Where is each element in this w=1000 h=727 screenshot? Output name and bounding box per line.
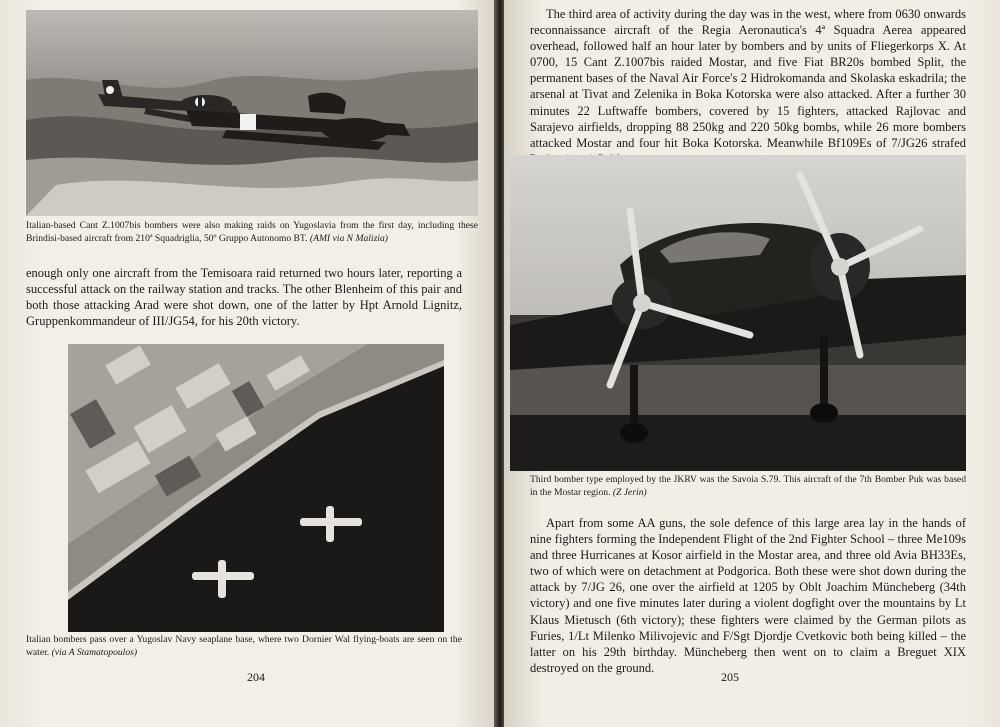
- caption-text: Italian bombers pass over a Yugoslav Navy seaplane base, where two Dornier Wal flying-boats are seen on the water.: [26, 634, 462, 658]
- caption-text: Italian-based Cant Z.1007bis bombers were also making raids on Yugoslavia from the first day, including these Brindisi-based aircraft from 210ª Squadriglia, 50º Gruppo Autonomo BT.: [26, 220, 478, 244]
- seaplane-base-aerial-photo: [68, 344, 444, 632]
- body-paragraph: The third area of activity during the day was in the west, where from 0630 onwards reconnaissance aircraft of the Regia Aeronautica's 4ª Squadra Aerea appeared overhead, followed half an hour later by bombers and by units of Fliegerkorps X. At 0700, 15 Cant Z.1007bis raided Mostar, and five Fiat BR20s bombed Split, the permanent bases of the Naval Air Force's 2 Hidrokomanda and Skolaska eskadrila; the arsenal at Tivat and Zelenika in Boka Kotorska were also attacked. After a further 30 minutes 22 Luftwaffe bombers, covered by 15 fighters, attacked Rajlovac and Sarajevo airfields, dropping 88 250kg and 220 50kg bombs, while 26 more bombers attacked Mostar and four hit Boka Kotorska. Meanwhile Bf109Es of 7/JG26 strafed: [530, 7, 966, 150]
- caption-text: Third bomber type employed by the JKRV was the Savoia S.79. This aircraft of the 7th Bomber Puk was based in the Mostar region.: [530, 474, 966, 498]
- right-page: [504, 0, 1000, 727]
- photo-caption: [530, 474, 966, 499]
- bombers-photo-graphic: [26, 10, 478, 216]
- left-page: [0, 0, 496, 727]
- savoia-bomber-photo: [510, 155, 966, 471]
- page-number: 204: [247, 670, 265, 684]
- seaplane-photo-graphic: [68, 344, 444, 632]
- body-paragraph: enough only one aircraft from the Temisoara raid returned two hours later, reporting a successful attack on the railway station and tracks. The other Blenheim of this pair and both those attacking Arad were shot down, one of the latter by Hpt Arnold Lignitz, Gruppenkommandeur of III/JG54, for his 20th victory.: [26, 266, 462, 329]
- savoia-photo-graphic: [510, 155, 966, 471]
- page-number: 205: [721, 670, 739, 684]
- photo-credit: (via A Stamatopoulos): [51, 646, 138, 658]
- body-paragraph: Apart from some AA guns, the sole defence of this large area lay in the hands of nine fighters forming the Independent Flight of the 2nd Fighter School – three Me109s and three Hurricanes at Kosor airfield in the Mostar area, and three old Avia BH33Es, two of which were on detachment at Podgorica. Both these were shot down during the attack by 7/JG 26, one over the airfield at 1205 by Oblt Joachim Müncheberg (34th victory) and one five minutes later during a violent dogfight over the mountains by Lt Klaus Mietusch (6th victory); these fighters were claimed by the German pilots as Furies, 1/Lt Milenko Milivojevic and F/Sgt Djordje Cvetkovic both being killed – the latter on his 29th birthday. Müncheberg then went on to claim a Breguet XIX destroyed on the ground.: [530, 516, 966, 675]
- bombers-in-formation-photo: [26, 10, 478, 216]
- photo-caption: [26, 220, 478, 245]
- photo-credit: (Z Jerin): [612, 486, 647, 498]
- photo-credit: (AMI via N Malizia): [309, 232, 388, 244]
- photo-caption: [26, 634, 462, 659]
